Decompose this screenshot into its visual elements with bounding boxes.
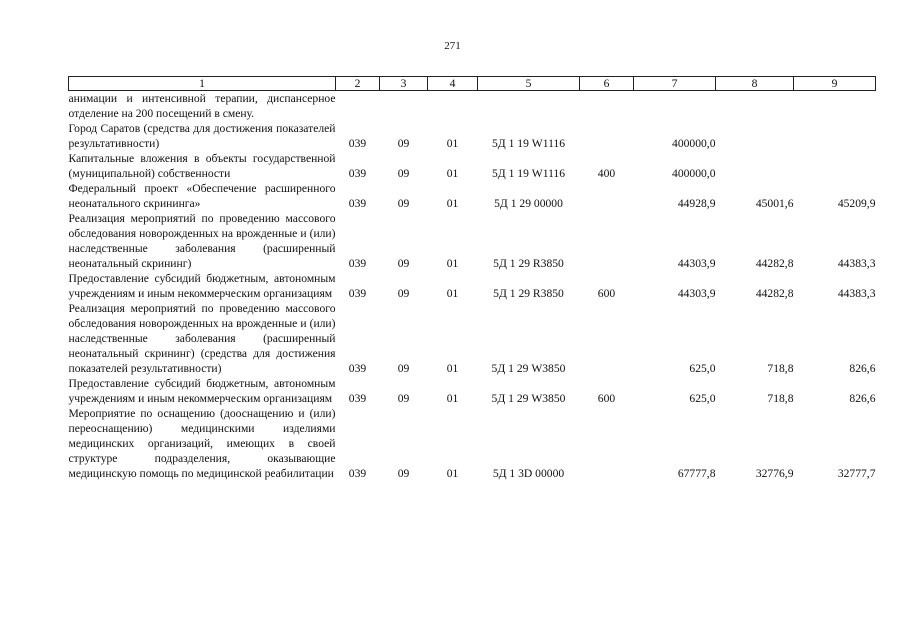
- section-code: [380, 91, 428, 122]
- section-code: 09: [397, 392, 410, 405]
- target-article: 5Д 1 3D 00000: [492, 467, 565, 480]
- expense-type: 400: [597, 167, 616, 180]
- target-article: 5Д 1 19 W1116: [491, 137, 566, 150]
- column-header-3: 3: [380, 77, 428, 91]
- amount-col-8: 45001,6: [755, 197, 794, 210]
- expense-type: [580, 406, 634, 481]
- header-row: [69, 77, 876, 91]
- row-description: Мероприятие по оснащению (дооснащению и (или) переоснащению) медицинскими изделиями медицинских организаций, имеющих в своей структуре подразделения, оказывающие медицинскую помощь по медицинской реабилитации: [68, 407, 336, 480]
- amount-col-8: [716, 121, 794, 151]
- target-article: 5Д 1 29 R3850: [493, 287, 564, 300]
- amount-col-9: 45209,9: [837, 197, 876, 210]
- subsection-code: 01: [446, 167, 459, 180]
- amount-col-8: 32776,9: [755, 467, 794, 480]
- row-description: Федеральный проект «Обеспечение расширенного неонатального скрининга»: [68, 182, 336, 210]
- subsection-code: 01: [446, 137, 459, 150]
- table-row: [69, 376, 876, 406]
- ministry-code: 039: [348, 362, 367, 375]
- ministry-code: 039: [348, 287, 367, 300]
- amount-col-9: 32777,7: [837, 467, 876, 480]
- row-description: Капитальные вложения в объекты государственной (муниципальной) собственности: [68, 152, 336, 180]
- amount-col-9: 826,6: [849, 362, 876, 375]
- budget-table: [68, 76, 876, 481]
- expense-type: 600: [597, 287, 616, 300]
- column-header-6: 6: [580, 77, 634, 91]
- target-article: [478, 91, 580, 122]
- target-article: 5Д 1 19 W1116: [491, 167, 566, 180]
- amount-col-7: 44303,9: [677, 257, 716, 270]
- amount-col-7: 625,0: [689, 392, 716, 405]
- amount-col-8: 44282,8: [755, 257, 794, 270]
- table-row: [69, 91, 876, 122]
- table-row: [69, 301, 876, 376]
- expense-type: [580, 91, 634, 122]
- amount-col-7: 44303,9: [677, 287, 716, 300]
- amount-col-9: 44383,3: [837, 257, 876, 270]
- row-description: Предоставление субсидий бюджетным, автономным учреждениям и иным некоммерческим организациям: [68, 377, 336, 405]
- section-code: 09: [397, 167, 410, 180]
- column-header-2: 2: [336, 77, 380, 91]
- amount-col-7: 67777,8: [677, 467, 716, 480]
- section-code: 09: [397, 287, 410, 300]
- expense-type: [580, 181, 634, 211]
- amount-col-7: 44928,9: [677, 197, 716, 210]
- amount-col-8: 718,8: [767, 392, 794, 405]
- amount-col-8: [716, 91, 794, 122]
- ministry-code: 039: [348, 167, 367, 180]
- section-code: 09: [397, 197, 410, 210]
- target-article: 5Д 1 29 W3850: [491, 392, 566, 405]
- ministry-code: 039: [348, 257, 367, 270]
- column-header-5: 5: [478, 77, 580, 91]
- row-description: Предоставление субсидий бюджетным, автономным учреждениям и иным некоммерческим организациям: [68, 272, 336, 300]
- target-article: 5Д 1 29 W3850: [491, 362, 566, 375]
- amount-col-8: 44282,8: [755, 287, 794, 300]
- ministry-code: 039: [348, 137, 367, 150]
- subsection-code: 01: [446, 197, 459, 210]
- amount-col-9: 826,6: [849, 392, 876, 405]
- amount-col-9: [794, 91, 876, 122]
- row-description: анимации и интенсивной терапии, диспансерное отделение на 200 посещений в смену.: [68, 92, 336, 120]
- amount-col-8: [716, 151, 794, 181]
- page-number: 271: [444, 40, 461, 52]
- table-row: [69, 211, 876, 271]
- amount-col-7: 625,0: [689, 362, 716, 375]
- section-code: 09: [397, 467, 410, 480]
- target-article: 5Д 1 29 R3850: [493, 257, 564, 270]
- amount-col-8: 718,8: [767, 362, 794, 375]
- section-code: 09: [397, 137, 410, 150]
- subsection-code: 01: [446, 287, 459, 300]
- amount-col-7: [634, 91, 716, 122]
- ministry-code: 039: [348, 392, 367, 405]
- row-description: Реализация мероприятий по проведению массового обследования новорожденных на врожденные и (или) наследственные заболевания (расширенный неонатальный скрининг) (средства для достижения показателей результативности): [68, 302, 336, 375]
- section-code: 09: [397, 362, 410, 375]
- expense-type: [580, 121, 634, 151]
- column-header-7: 7: [634, 77, 716, 91]
- amount-col-7: 400000,0: [672, 167, 716, 180]
- amount-col-9: 44383,3: [837, 287, 876, 300]
- subsection-code: 01: [446, 257, 459, 270]
- table-row: [69, 406, 876, 481]
- column-header-1: 1: [69, 77, 336, 91]
- ministry-code: [336, 91, 380, 122]
- table-row: [69, 181, 876, 211]
- amount-col-9: [794, 151, 876, 181]
- target-article: 5Д 1 29 00000: [494, 197, 563, 210]
- section-code: 09: [397, 257, 410, 270]
- subsection-code: 01: [446, 392, 459, 405]
- expense-type: [580, 211, 634, 271]
- expense-type: 600: [597, 392, 616, 405]
- row-description: Город Саратов (средства для достижения показателей результативности): [68, 122, 336, 150]
- row-description: Реализация мероприятий по проведению массового обследования новорожденных на врожденные и (или) наследственные заболевания (расширенный неонатальный скрининг): [68, 212, 336, 270]
- ministry-code: 039: [348, 467, 367, 480]
- table-row: [69, 121, 876, 151]
- subsection-code: [428, 91, 478, 122]
- subsection-code: 01: [446, 467, 459, 480]
- subsection-code: 01: [446, 362, 459, 375]
- amount-col-7: 400000,0: [672, 137, 716, 150]
- ministry-code: 039: [348, 197, 367, 210]
- column-header-9: 9: [794, 77, 876, 91]
- column-header-4: 4: [428, 77, 478, 91]
- table-row: [69, 151, 876, 181]
- expense-type: [580, 301, 634, 376]
- column-header-8: 8: [716, 77, 794, 91]
- amount-col-9: [794, 121, 876, 151]
- table-row: [69, 271, 876, 301]
